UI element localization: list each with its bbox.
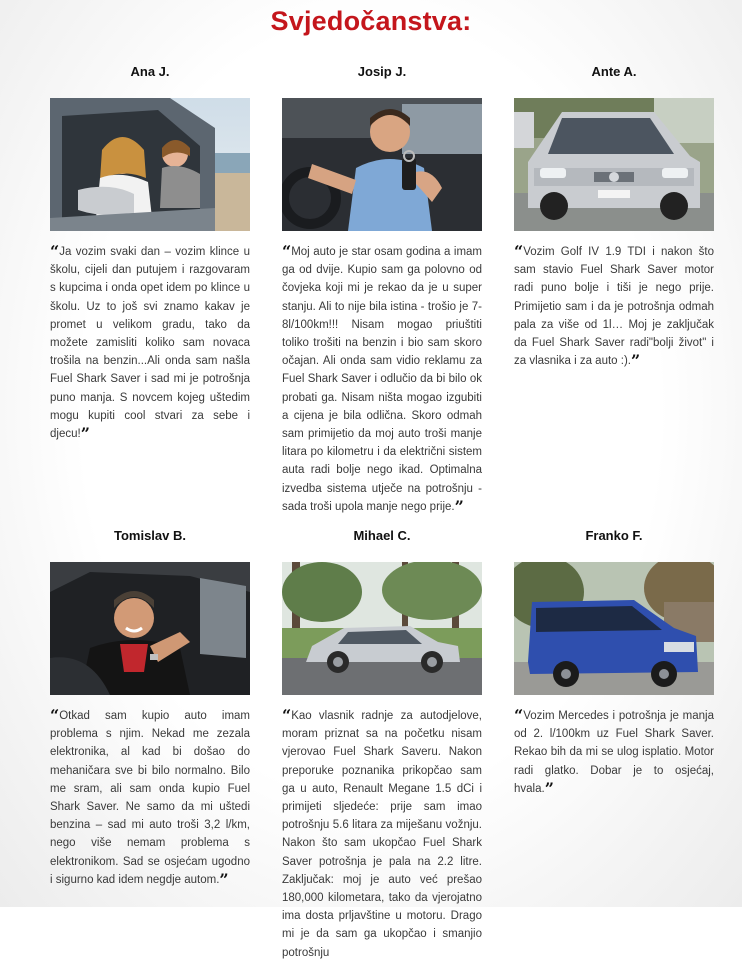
testimonial-quote <box>514 243 714 370</box>
testimonial-quote <box>282 243 482 516</box>
testimonial-text: Vozim Golf IV 1.9 TDI i nakon što sam stavio Fuel Shark Saver motor radi puno bolje i tiši je nego prije. Primijetio sam i da je potrošnja odmah pala za više od 1l… Moj je zaključak da Fuel Shark Saver radi"bolji život" i za vlasnika i za auto :). <box>514 246 714 368</box>
close-quote-mark: ” <box>454 496 464 516</box>
testimonial-quote <box>50 707 250 889</box>
open-quote-mark: “ <box>282 242 292 261</box>
close-quote-mark: ” <box>80 424 90 444</box>
open-quote-mark: “ <box>50 706 60 725</box>
smiling-man-in-car-photo <box>50 562 250 695</box>
open-quote-mark: “ <box>514 706 524 725</box>
testimonial-card <box>282 62 482 516</box>
testimonial-name: Mihael C. <box>353 528 411 543</box>
silver-golf-car-photo <box>514 98 714 231</box>
testimonial-text: Otkad sam kupio auto imam problema s njim. Nekad me zezala elektronika, al kad bi došao do mehaničara sve bi bilo normalno. Bilo me sram, ali sam onda kupio Fuel Shark Saver. Ne samo da mi uštedi benzina – sad mi auto troši 3,2 l/km, nego više nemam problema s elektronikom. Sad se osjećam ugodno i sigurno kad idem negdje autom. <box>50 710 250 886</box>
testimonial-name: Tomislav B. <box>113 528 186 543</box>
testimonial-text: Kao vlasnik radnje za autodjelove, moram priznat sa na početku nisam vjerovao Fuel Shark Saveru. Nakon preporuke poznanika prikopčao sam ga u auto, Renault Megane 1.5 dCi i primijeti sljedeće: prije sam imao potrošnju 5.6 litara za miješanu vožnju. Nakon što sam ukopčao Fuel Shark Saver potrošnja je pala na 2.2 litre. Zaključak: moj je auto već prešao 180,000 kilometara, tako da vjerojatno ima dosta prljavštine u motoru. Drago mi je da sam ga ukopčao i smanjio potrošnju <box>282 710 482 959</box>
testimonial-name: Ante A. <box>591 64 637 79</box>
testimonial-name: Josip J. <box>357 64 407 79</box>
testimonial-card <box>50 526 250 889</box>
testimonial-text: Vozim Mercedes i potrošnja je manja od 2. l/100km uz Fuel Shark Saver. Rekao bih da mi se ulog isplatio. Motor radi glatko. Dobar je to osjećaj, hvala. <box>514 710 714 795</box>
testimonial-card <box>50 62 250 443</box>
blue-mercedes-van-photo <box>514 562 714 695</box>
open-quote-mark: “ <box>282 706 292 725</box>
testimonial-quote <box>514 707 714 798</box>
testimonial-quote <box>50 243 250 443</box>
open-quote-mark: “ <box>514 242 524 261</box>
testimonial-quote <box>282 707 482 962</box>
close-quote-mark: ” <box>630 351 641 371</box>
close-quote-mark: ” <box>219 869 229 889</box>
close-quote-mark: ” <box>544 778 554 798</box>
testimonial-card <box>514 62 714 370</box>
testimonial-name: Ana J. <box>130 64 170 79</box>
open-quote-mark: “ <box>50 242 60 261</box>
man-holding-car-key-photo <box>282 98 482 231</box>
testimonial-text: Moj auto je star osam godina a imam ga od dvije. Kupio sam ga polovno od čovjeka koji mi je rekao da je u super stanju. Ali to nije bila istina - trošio je 7-8l/100km!!! Nisam mogao priuštiti toliko trošiti na benzin i bio sam skoro očajan. Ali onda sam vidio reklamu za Fuel Shark Saver i odlučio da bi bilo ok probati ga. Nisam ništa mogao izgubiti a cijena je bila odlična. Skoro odmah sam primijetio da moj auto troši manje litara po kilometru i da električni sistem auta radi bolje nego ikad. Optimalna izvedba sistema utječe na potrošnju - sada troši upola manje nego prije. <box>282 246 482 513</box>
silver-megane-sedan-photo <box>282 562 482 695</box>
woman-and-child-in-car-photo <box>50 98 250 231</box>
testimonial-text: Ja vozim svaki dan – vozim klince u školu, cijeli dan putujem i razgovaram s kupcima i onda opet idem po klince u školu. Uz to još svi znamo kakav je promet u velikom gradu, tako da možete zamisliti koliko sam novaca trošila na benzin...Ali onda sam našla Fuel Shark Saver i sad mi je potrošnja puno manja. S novcem kojeg uštedim mogu kupiti cool stvari za sebe i djecu! <box>50 246 250 441</box>
testimonial-name: Franko F. <box>585 528 643 543</box>
page-title: Svjedočanstva: <box>270 6 472 36</box>
testimonial-card <box>282 526 482 962</box>
testimonial-card <box>514 526 714 798</box>
